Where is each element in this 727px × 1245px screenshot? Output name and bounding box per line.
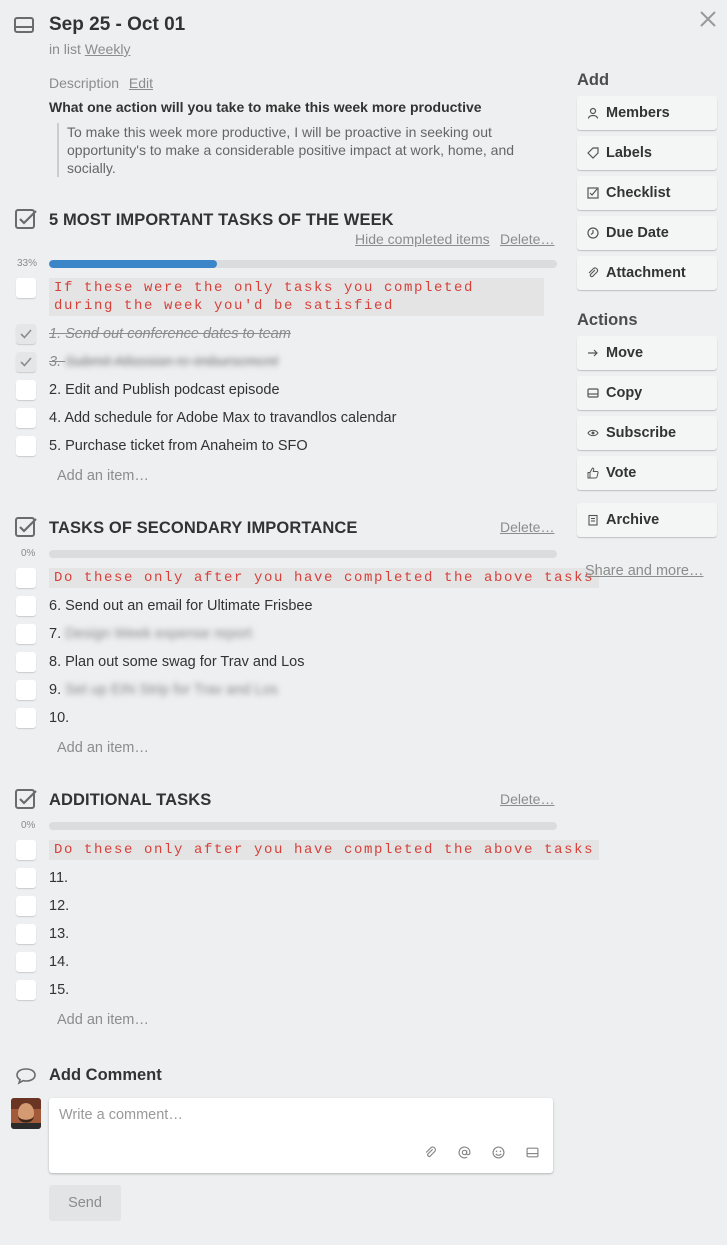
checkbox-checked[interactable] (16, 352, 36, 372)
item-number: 3. (49, 354, 62, 370)
archive-icon (587, 514, 599, 526)
progress-bar-fill (49, 260, 217, 268)
archive-label: Archive (606, 512, 660, 528)
description-question: What one action will you take to make this week more productive (49, 99, 482, 115)
actions-heading: Actions (577, 311, 638, 329)
due-date-button[interactable] (577, 216, 717, 250)
blurred-text: Set up EIN Strip for Trav and Los (65, 682, 278, 698)
eye-icon (587, 427, 599, 439)
subscribe-label: Subscribe (606, 425, 677, 441)
checkbox[interactable] (16, 840, 36, 860)
copy-label: Copy (606, 385, 643, 401)
checklist-item-text[interactable]: 2. Edit and Publish podcast episode (49, 382, 280, 398)
blurred-text: Design Week expense report (65, 626, 252, 642)
in-list-line (49, 41, 130, 57)
attachment-button[interactable] (577, 256, 717, 290)
checklist-item-text[interactable]: 5. Purchase ticket from Anaheim to SFO (49, 438, 308, 454)
checklist-item[interactable] (16, 896, 69, 916)
move-label: Move (606, 345, 644, 361)
add-heading: Add (577, 71, 610, 89)
checkbox[interactable] (16, 896, 36, 916)
checklist-item-text[interactable]: 10. (49, 710, 70, 726)
in-list-prefix: in list (49, 41, 81, 57)
checklist-item[interactable] (16, 924, 69, 944)
item-number: 9. (49, 682, 62, 698)
item-number: 7. (49, 626, 62, 642)
checklist-item[interactable] (16, 436, 308, 456)
checklist-item-text[interactable] (49, 682, 278, 698)
thumbs-up-icon (587, 467, 599, 479)
add-comment-heading: Add Comment (49, 1066, 162, 1084)
checkbox[interactable] (16, 952, 36, 972)
checklist-item-text[interactable]: 13. (49, 926, 70, 942)
checklist-item[interactable] (16, 840, 599, 860)
vote-button[interactable] (577, 456, 717, 490)
due-date-label: Due Date (606, 225, 669, 241)
checklist-button[interactable] (577, 176, 717, 210)
checklist-item-text[interactable]: Do these only after you have completed the above tasks (49, 840, 599, 860)
emoji-icon[interactable] (491, 1145, 505, 1159)
subscribe-button[interactable] (577, 416, 717, 450)
archive-button[interactable] (577, 503, 717, 537)
card-link-icon[interactable] (525, 1145, 539, 1159)
list-link[interactable]: Weekly (84, 41, 131, 57)
checklist-icon (15, 208, 37, 230)
speech-bubble-icon (16, 1067, 36, 1088)
add-item-link[interactable]: Add an item… (57, 468, 149, 484)
description-quote: To make this week more productive, I will be proactive in seeking out opportunity's to make a considerable positive impact at work, home, and socially. (57, 123, 547, 177)
checklist-icon (15, 788, 37, 810)
checklist-item[interactable] (16, 380, 280, 400)
copy-button[interactable] (577, 376, 717, 410)
add-item-link[interactable]: Add an item… (57, 1012, 149, 1028)
checklist-item[interactable] (16, 324, 291, 344)
checklist-item-text[interactable]: 1. Send out conference dates to team (49, 326, 291, 342)
checklist-item-text[interactable]: 11. (49, 870, 69, 886)
close-icon[interactable] (699, 8, 717, 34)
checkbox[interactable] (16, 624, 36, 644)
progress-bar (49, 822, 557, 830)
checklist-title[interactable]: 5 MOST IMPORTANT TASKS OF THE WEEK (49, 211, 394, 229)
members-label: Members (606, 105, 670, 121)
checkbox[interactable] (16, 680, 36, 700)
hide-completed-link[interactable]: Hide completed items (355, 231, 490, 247)
checkbox[interactable] (16, 568, 36, 588)
members-button[interactable] (577, 96, 717, 130)
checklist-icon (15, 516, 37, 538)
labels-label: Labels (606, 145, 652, 161)
checklist-item-text[interactable]: 4. Add schedule for Adobe Max to travandlos calendar (49, 410, 397, 426)
progress-percent: 33% (17, 258, 38, 269)
checkbox[interactable] (16, 278, 36, 298)
add-item-link[interactable]: Add an item… (57, 740, 149, 756)
card-icon (14, 17, 34, 33)
delete-checklist-link[interactable]: Delete… (500, 791, 555, 807)
checkbox[interactable] (16, 380, 36, 400)
checklist-item-text[interactable]: 8. Plan out some swag for Trav and Los (49, 654, 305, 670)
checkbox-checked[interactable] (16, 324, 36, 344)
checklist-item-text[interactable]: 14. (49, 954, 70, 970)
progress-bar (49, 260, 557, 268)
checklist-item[interactable] (16, 408, 396, 428)
checkbox[interactable] (16, 924, 36, 944)
checklist-item[interactable] (16, 568, 599, 588)
clock-icon (587, 227, 599, 239)
checklist-item[interactable] (16, 652, 305, 672)
description-header (49, 75, 153, 91)
checklist-item[interactable] (16, 952, 69, 972)
checklist-item-text[interactable]: 12. (49, 898, 70, 914)
card-title[interactable]: Sep 25 - Oct 01 (49, 14, 186, 35)
blurred-text: Submit Atlassian re-imbursement (65, 354, 279, 370)
checklist-item[interactable] (16, 624, 252, 644)
progress-percent: 0% (21, 820, 36, 831)
delete-checklist-link[interactable]: Delete… (500, 519, 555, 535)
labels-button[interactable] (577, 136, 717, 170)
mention-icon[interactable] (457, 1145, 471, 1159)
checkbox[interactable] (16, 596, 36, 616)
delete-checklist-link[interactable]: Delete… (500, 231, 555, 247)
checkbox[interactable] (16, 708, 36, 728)
label-icon (587, 147, 599, 159)
progress-percent: 0% (21, 548, 36, 559)
progress-bar (49, 550, 557, 558)
checklist-small-icon (587, 187, 599, 199)
attachment-icon[interactable] (423, 1145, 437, 1159)
checklist-item[interactable] (16, 596, 313, 616)
comment-box[interactable] (49, 1098, 553, 1173)
avatar[interactable] (11, 1098, 41, 1129)
arrow-right-icon (587, 347, 599, 359)
checkbox[interactable] (16, 652, 36, 672)
checklist-item-text[interactable] (49, 354, 278, 370)
card-copy-icon (587, 387, 599, 399)
paperclip-icon (587, 267, 599, 279)
move-button[interactable] (577, 336, 717, 370)
checkbox[interactable] (16, 868, 36, 888)
checklist-title[interactable]: ADDITIONAL TASKS (49, 791, 212, 809)
checklist-item-text[interactable]: Do these only after you have completed the above tasks (49, 568, 599, 588)
checklist-item[interactable] (16, 708, 69, 728)
description-label: Description (49, 75, 120, 91)
checklist-item-text[interactable]: If these were the only tasks you completed during the week you'd be satisfied (49, 278, 544, 316)
share-and-more-link[interactable]: Share and more… (585, 563, 704, 579)
checklist-label: Checklist (606, 185, 671, 201)
description-edit-link[interactable]: Edit (128, 75, 154, 91)
checklist-item[interactable] (16, 680, 278, 700)
checklist-item-text[interactable] (49, 626, 252, 642)
checkbox[interactable] (16, 408, 36, 428)
vote-label: Vote (606, 465, 637, 481)
checkbox[interactable] (16, 980, 36, 1000)
checklist-title[interactable]: TASKS OF SECONDARY IMPORTANCE (49, 519, 358, 537)
checklist-item-text[interactable]: 15. (49, 982, 70, 998)
checklist-item[interactable] (16, 980, 69, 1000)
checklist-item[interactable] (16, 868, 68, 888)
send-button[interactable]: Send (49, 1185, 121, 1221)
checklist-item[interactable] (16, 352, 278, 372)
checkbox[interactable] (16, 436, 36, 456)
member-icon (587, 107, 599, 119)
checklist-item[interactable] (16, 278, 544, 316)
comment-input[interactable] (59, 1107, 549, 1147)
attachment-label: Attachment (606, 265, 686, 281)
checklist-item-text[interactable]: 6. Send out an email for Ultimate Frisbee (49, 598, 313, 614)
